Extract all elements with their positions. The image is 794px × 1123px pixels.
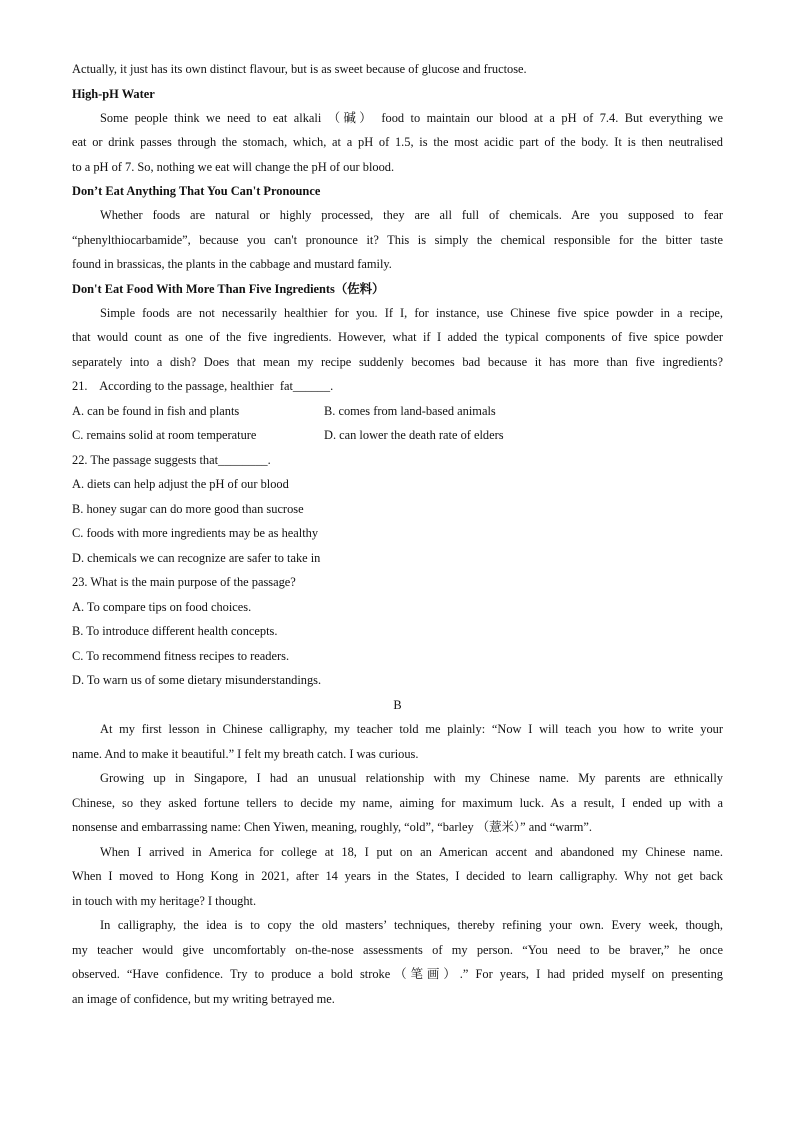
option-22-d[interactable]: D. chemicals we can recognize are safer to take in (72, 550, 321, 565)
paragraph-line: In calligraphy, the idea is to copy the old masters’ techniques, thereby refining your own. Every week, though, (100, 918, 723, 932)
paragraph-line: Actually, it just has its own distinct flavour, but is as sweet because of glucose and fructose. (72, 62, 527, 76)
section-heading: Don't Eat Food With More Than Five Ingredients（佐料） (72, 281, 385, 296)
option-23-a[interactable]: A. To compare tips on food choices. (72, 599, 252, 614)
paragraph-line: At my first lesson in Chinese calligraphy, my teacher told me plainly: “Now I will teach you how to write your (100, 722, 723, 736)
paragraph-line: “phenylthiocarbamide”, because you can't pronounce it? This is simply the chemical responsible for the bitter taste (72, 232, 723, 247)
option-23-d[interactable]: D. To warn us of some dietary misunderstandings. (72, 673, 322, 687)
option-21-d[interactable]: D. can lower the death rate of elders (324, 428, 504, 442)
option-22-b[interactable]: B. honey sugar can do more good than sucrose (72, 501, 304, 516)
paragraph-line: separately into a dish? Does that mean my recipe suddenly becomes bad because it has more than five ingredients? (72, 354, 723, 369)
question-21-options-row (72, 423, 723, 448)
paragraph-line: Simple foods are not necessarily healthier for you. If I, for instance, use Chinese five spice powder in a recipe, (100, 305, 723, 320)
paragraph-line: Chinese, so they asked fortune tellers to decide my name, aiming for maximum luck. As a result, I ended up with a (72, 795, 723, 810)
paragraph-line: my teacher would give uncomfortably on-the-nose assessments of my person. “You need to be braver,” he once (72, 942, 723, 957)
paragraph-line: nonsense and embarrassing name: Chen Yiwen, meaning, roughly, “old”, “barley （薏米）” and “warm”. (72, 820, 593, 834)
option-22-a[interactable]: A. diets can help adjust the pH of our blood (72, 477, 289, 491)
paragraph-line: in touch with my heritage? I thought. (72, 893, 257, 908)
paragraph-line: eat or drink passes through the stomach, which, at a pH of 1.5, is the most acidic part of the body. It is then neutralised (72, 135, 723, 149)
paragraph-line: Some people think we need to eat alkali （碱） food to maintain our blood at a pH of 7.4. But everything we (100, 110, 723, 125)
paragraph-line: When I arrived in America for college at 18, I put on an American accent and abandoned my Chinese name. (100, 844, 723, 859)
section-heading: Don’t Eat Anything That You Can't Pronounce (72, 184, 321, 198)
question-23: 23. What is the main purpose of the passage? (72, 575, 296, 589)
paragraph-line: that would count as one of the five ingredients. However, what if I added the typical components of five spice powder (72, 330, 723, 344)
paragraph-line: Growing up in Singapore, I had an unusual relationship with my Chinese name. My parents are ethnically (100, 771, 723, 785)
section-heading: High-pH Water (72, 86, 155, 101)
option-21-a[interactable]: A. can be found in fish and plants (72, 403, 240, 418)
question-22: 22. The passage suggests that________. (72, 452, 271, 467)
option-21-c[interactable]: C. remains solid at room temperature (72, 428, 257, 442)
paragraph-line: found in brassicas, the plants in the cabbage and mustard family. (72, 257, 392, 271)
section-label: B (393, 697, 402, 712)
option-23-b[interactable]: B. To introduce different health concepts. (72, 624, 278, 638)
paragraph-line: name. And to make it beautiful.” I felt my breath catch. I was curious. (72, 746, 419, 761)
question-21: 21. According to the passage, healthier fat______. (72, 379, 334, 393)
document-page (72, 57, 723, 1011)
option-22-c[interactable]: C. foods with more ingredients may be as healthy (72, 526, 319, 540)
option-23-c[interactable]: C. To recommend fitness recipes to readers. (72, 648, 290, 663)
paragraph-line: observed. “Have confidence. Try to produce a bold stroke（笔画）.” For years, I had prided myself on presenting (72, 967, 723, 981)
paragraph-line: Whether foods are natural or highly processed, they are all full of chemicals. Are you supposed to fear (100, 208, 723, 222)
question-21-options-row (72, 399, 723, 424)
paragraph-line: When I moved to Hong Kong in 2021, after 14 years in the States, I decided to learn calligraphy. Why not get back (72, 869, 723, 883)
paragraph-line: an image of confidence, but my writing betrayed me. (72, 991, 335, 1006)
paragraph-line: to a pH of 7. So, nothing we eat will change the pH of our blood. (72, 159, 395, 174)
option-21-b[interactable]: B. comes from land-based animals (324, 403, 496, 418)
